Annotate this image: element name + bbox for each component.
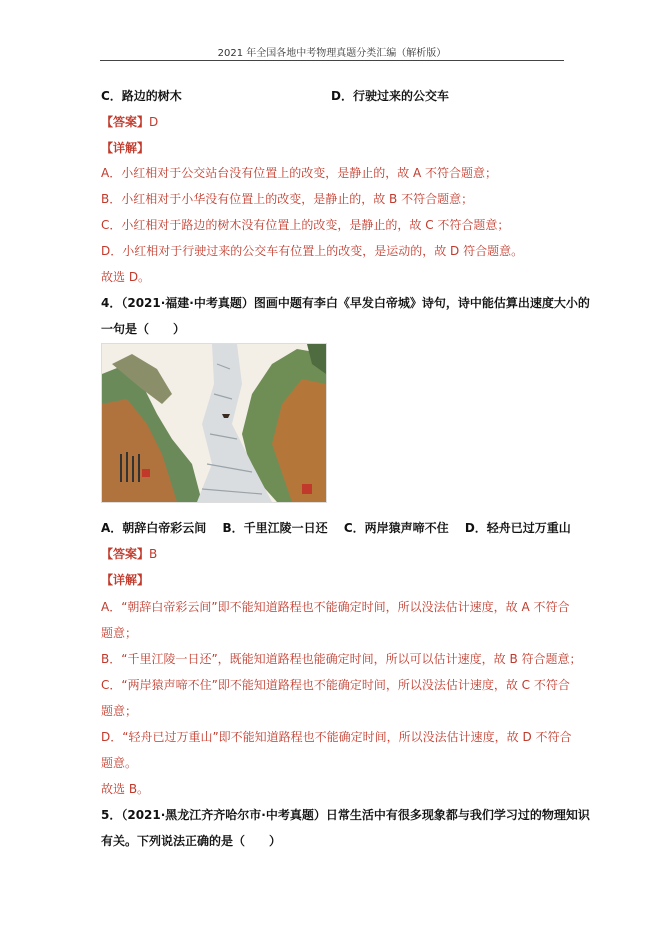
q4-option-d: D．轻舟已过万重山 (464, 521, 571, 535)
q4-detail-tag: 【详解】 (101, 573, 150, 587)
q4-answer (101, 545, 157, 562)
q4-explanation-d: D．“轻舟已过万重山”即不能知道路程也不能确定时间，所以没法估计速度，故 D 不符合 (101, 730, 572, 744)
q4-stem-line2: 一句是（ ） (101, 322, 186, 336)
q3-option-d: D．行驶过来的公交车 (331, 89, 449, 103)
answer-value: D (149, 115, 159, 129)
page-header: 2021 年全国各地中考物理真题分类汇编（解析版） (100, 44, 564, 61)
q3-conclusion: 故选 D。 (101, 270, 151, 284)
q4-options (101, 519, 583, 536)
answer-tag: 【答案】 (101, 547, 150, 561)
answer-value: B (149, 547, 158, 561)
q3-explanation-a: A．小红相对于公交站台没有位置上的改变，是静止的，故 A 不符合题意； (101, 166, 498, 180)
q3-option-c: C．路边的树木 (101, 89, 182, 103)
answer-tag: 【答案】 (101, 115, 150, 129)
q4-option-b: B．千里江陵一日还 (222, 521, 328, 535)
q3-explanation-d: D．小红相对于行驶过来的公交车有位置上的改变，是运动的，故 D 符合题意。 (101, 244, 524, 258)
q4-stem-line1: 4．（2021·福建·中考真题）图画中题有李白《早发白帝城》诗句，诗中能估算出速度大小的 (101, 296, 590, 310)
q5-stem-line1: 5．（2021·黑龙江齐齐哈尔市·中考真题）日常生活中有很多现象都与我们学习过的物理知识 (101, 808, 590, 822)
q3-detail-tag: 【详解】 (101, 141, 150, 155)
q4-option-c: C．两岸猿声啼不住 (343, 521, 449, 535)
q4-explanation-c: C．“两岸猿声啼不住”即不能知道路程也不能确定时间，所以没法估计速度，故 C 不符合 (101, 678, 570, 692)
q4-explanation-c-cont: 题意； (101, 704, 138, 718)
q3-explanation-c: C．小红相对于路边的树木没有位置上的改变，是静止的，故 C 不符合题意； (101, 218, 510, 232)
q3-answer (101, 113, 158, 130)
q4-explanation-b: B．“千里江陵一日还”，既能知道路程也能确定时间，所以可以估计速度，故 B 符合题意； (101, 652, 582, 666)
q4-option-a: A．朝辞白帝彩云间 (101, 521, 207, 535)
q4-conclusion: 故选 B。 (101, 782, 150, 796)
q4-explanation-d-cont: 题意。 (101, 756, 138, 770)
q4-explanation-a: A．“朝辞白帝彩云间”即不能知道路程也不能确定时间，所以没法估计速度，故 A 不符合 (101, 600, 570, 614)
q3-explanation-b: B．小红相对于小华没有位置上的改变，是静止的，故 B 不符合题意； (101, 192, 474, 206)
q4-explanation-a-cont: 题意； (101, 626, 138, 640)
landscape-painting (101, 343, 327, 503)
q5-stem-line2: 有关。下列说法正确的是（ ） (101, 834, 282, 848)
